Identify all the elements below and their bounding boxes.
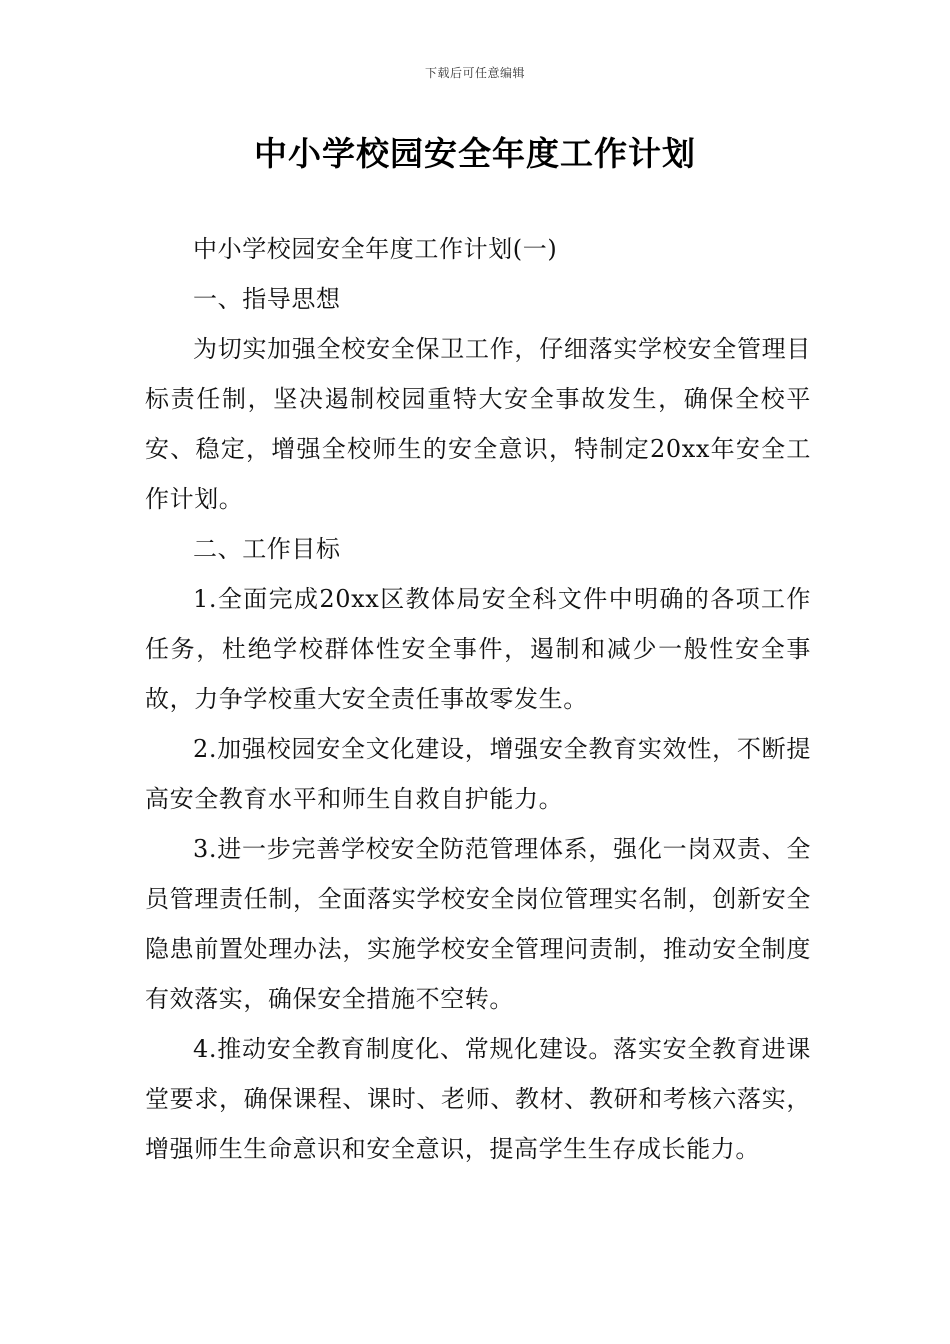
goal-item-4: 4.推动安全教育制度化、常规化建设。落实安全教育进课堂要求，确保课程、课时、老师、教材、教研和考核六落实，增强师生生命意识和安全意识，提高学生生存成长能力。 bbox=[145, 1035, 811, 1163]
paragraph-guiding-ideology: 为切实加强全校安全保卫工作，仔细落实学校安全管理目标责任制，坚决遏制校园重特大安全事故发生，确保全校平安、稳定，增强全校师生的安全意识，特制定20xx年安全工作计划。 bbox=[145, 335, 811, 513]
goal-item-3: 3.进一步完善学校安全防范管理体系，强化一岗双责、全员管理责任制，全面落实学校安全岗位管理实名制，创新安全隐患前置处理办法，实施学校安全管理问责制，推动安全制度有效落实，确保安全措施不空转。 bbox=[145, 835, 811, 1013]
heading-guiding-ideology: 一、指导思想 bbox=[193, 285, 341, 313]
document-title: 中小学校园安全年度工作计划 bbox=[254, 134, 696, 173]
document-body bbox=[145, 224, 811, 1174]
header-note: 下载后可任意编辑 bbox=[424, 66, 525, 80]
goal-item-2: 2.加强校园安全文化建设，增强安全教育实效性，不断提高安全教育水平和师生自救自护能力。 bbox=[145, 735, 811, 813]
goal-item-1: 1.全面完成20xx区教体局安全科文件中明确的各项工作任务，杜绝学校群体性安全事件，遏制和减少一般性安全事故，力争学校重大安全责任事故零发生。 bbox=[145, 585, 811, 713]
heading-work-goals: 二、工作目标 bbox=[193, 535, 341, 563]
section-subtitle: 中小学校园安全年度工作计划(一) bbox=[193, 235, 558, 263]
